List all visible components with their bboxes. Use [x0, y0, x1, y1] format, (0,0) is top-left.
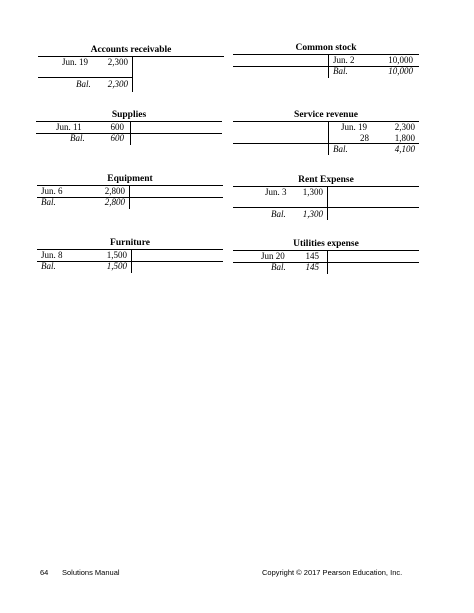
entry-amount: 10,000	[388, 55, 413, 65]
balance-rule	[233, 207, 419, 208]
entry-amount: 600	[110, 122, 124, 132]
balance-label: Bal.	[333, 144, 348, 154]
balance-rule	[36, 133, 222, 134]
balance-label: Bal.	[41, 261, 56, 271]
account-title: Equipment	[107, 174, 153, 184]
t-account-stem	[327, 186, 328, 220]
balance-amount: 2,800	[104, 197, 125, 207]
entry-date: Jun. 3	[265, 187, 287, 197]
entry-date: Jun. 19	[341, 122, 368, 132]
balance-amount: 4,100	[394, 144, 415, 154]
balance-amount: 600	[110, 133, 124, 143]
t-account-top-rule	[233, 186, 419, 187]
footer-copyright: Copyright © 2017 Pearson Education, Inc.	[262, 568, 403, 577]
balance-rule	[38, 77, 132, 78]
t-account-stem	[328, 121, 329, 155]
entry-date: Jun. 2	[333, 55, 355, 65]
balance-label: Bal.	[271, 262, 286, 272]
account-title: Service revenue	[294, 110, 358, 120]
t-account-stem	[132, 56, 133, 92]
balance-rule	[233, 262, 419, 263]
entry-amount: 2,800	[104, 186, 125, 196]
balance-label: Bal.	[271, 209, 286, 219]
balance-label: Bal.	[76, 79, 91, 89]
account-title: Utilities expense	[293, 239, 359, 249]
entry-amount: 2,300	[107, 57, 128, 67]
footer-manual-title: Solutions Manual	[62, 568, 120, 577]
entry-date: Jun. 6	[41, 186, 63, 196]
entry-amount: 1,300	[302, 187, 323, 197]
account-title: Common stock	[295, 43, 357, 53]
balance-rule	[37, 197, 223, 198]
balance-label: Bal.	[333, 66, 348, 76]
entry-date: 28	[360, 133, 369, 143]
entry-amount: 1,500	[106, 250, 127, 260]
entry-date: Jun. 19	[62, 57, 89, 67]
account-title: Supplies	[111, 110, 147, 120]
balance-amount: 1,300	[302, 209, 323, 219]
balance-label: Bal.	[70, 133, 85, 143]
entry-date: Jun 20	[261, 251, 285, 261]
footer-page-number: 64	[40, 568, 49, 577]
entry-amount: 2,300	[394, 122, 415, 132]
balance-label: Bal.	[41, 197, 56, 207]
balance-amount: 1,500	[106, 261, 127, 271]
entry-date: Jun. 11	[56, 122, 82, 132]
balance-amount: 145	[305, 262, 319, 272]
account-title: Rent Expense	[298, 175, 354, 185]
account-title: Furniture	[110, 238, 150, 248]
balance-amount: 2,300	[107, 79, 128, 89]
t-account-top-rule	[37, 185, 223, 186]
account-title: Accounts receivable	[90, 45, 172, 55]
entry-amount: 145	[305, 251, 319, 261]
t-account-top-rule	[37, 249, 223, 250]
balance-amount: 10,000	[388, 66, 413, 76]
entry-date: Jun. 8	[41, 250, 63, 260]
entry-amount: 1,800	[394, 133, 415, 143]
balance-rule	[37, 261, 223, 262]
